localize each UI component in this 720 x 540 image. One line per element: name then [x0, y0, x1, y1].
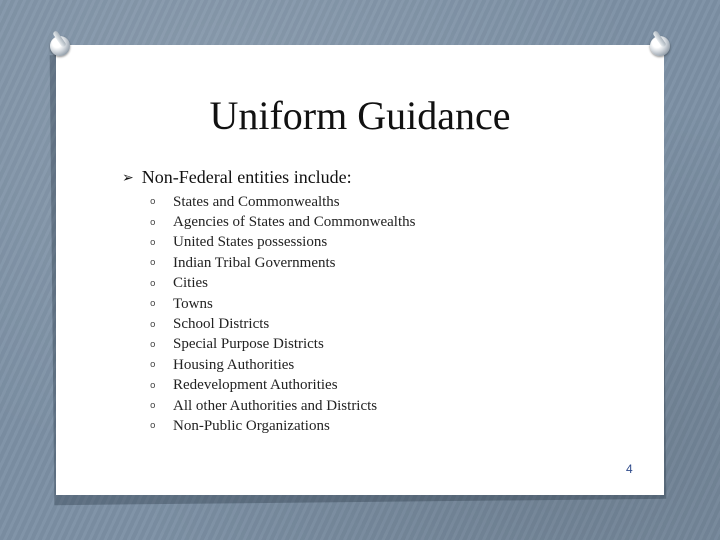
circle-bullet-icon: o: [150, 197, 156, 208]
list-item-text: United States possessions: [173, 234, 328, 251]
list-item-text: Special Purpose Districts: [173, 336, 324, 353]
list-item: [150, 233, 415, 253]
list-item: [150, 212, 415, 232]
pushpin-icon: [650, 36, 670, 56]
list-item-text: States and Commonwealths: [173, 193, 340, 210]
entity-list: [150, 192, 415, 437]
list-item-text: Towns: [173, 295, 213, 312]
pushpin-icon: [50, 36, 70, 56]
list-item: [150, 396, 415, 416]
circle-bullet-icon: o: [150, 217, 156, 228]
list-item: [150, 253, 415, 273]
arrow-bullet-icon: ➢: [122, 169, 134, 186]
main-bullet-text: Non-Federal entities include:: [141, 167, 352, 187]
circle-bullet-icon: o: [150, 299, 156, 310]
list-item-text: Redevelopment Authorities: [173, 377, 338, 394]
slide-title: Uniform Guidance: [209, 93, 511, 138]
list-item-text: Non-Public Organizations: [173, 417, 330, 434]
list-item: [150, 192, 415, 212]
list-item: [150, 416, 415, 436]
list-item: [150, 274, 415, 294]
list-item: [150, 335, 415, 355]
page-number: 4: [626, 462, 633, 476]
list-item: [150, 314, 415, 334]
circle-bullet-icon: o: [150, 278, 156, 289]
circle-bullet-icon: o: [150, 339, 156, 350]
list-item: [150, 376, 415, 396]
circle-bullet-icon: o: [150, 401, 156, 412]
circle-bullet-icon: o: [150, 421, 156, 432]
circle-bullet-icon: o: [150, 258, 156, 269]
circle-bullet-icon: o: [150, 237, 156, 248]
list-item-text: Agencies of States and Commonwealths: [173, 214, 416, 231]
main-bullet: [122, 167, 352, 188]
list-item-text: Indian Tribal Governments: [173, 254, 336, 271]
list-item-text: Housing Authorities: [173, 356, 295, 373]
circle-bullet-icon: o: [150, 380, 156, 391]
list-item: [150, 294, 415, 314]
list-item-text: All other Authorities and Districts: [173, 397, 378, 414]
list-item-text: Cities: [173, 275, 209, 292]
circle-bullet-icon: o: [150, 360, 156, 371]
circle-bullet-icon: o: [150, 319, 156, 330]
list-item: [150, 355, 415, 375]
list-item-text: School Districts: [173, 316, 270, 333]
